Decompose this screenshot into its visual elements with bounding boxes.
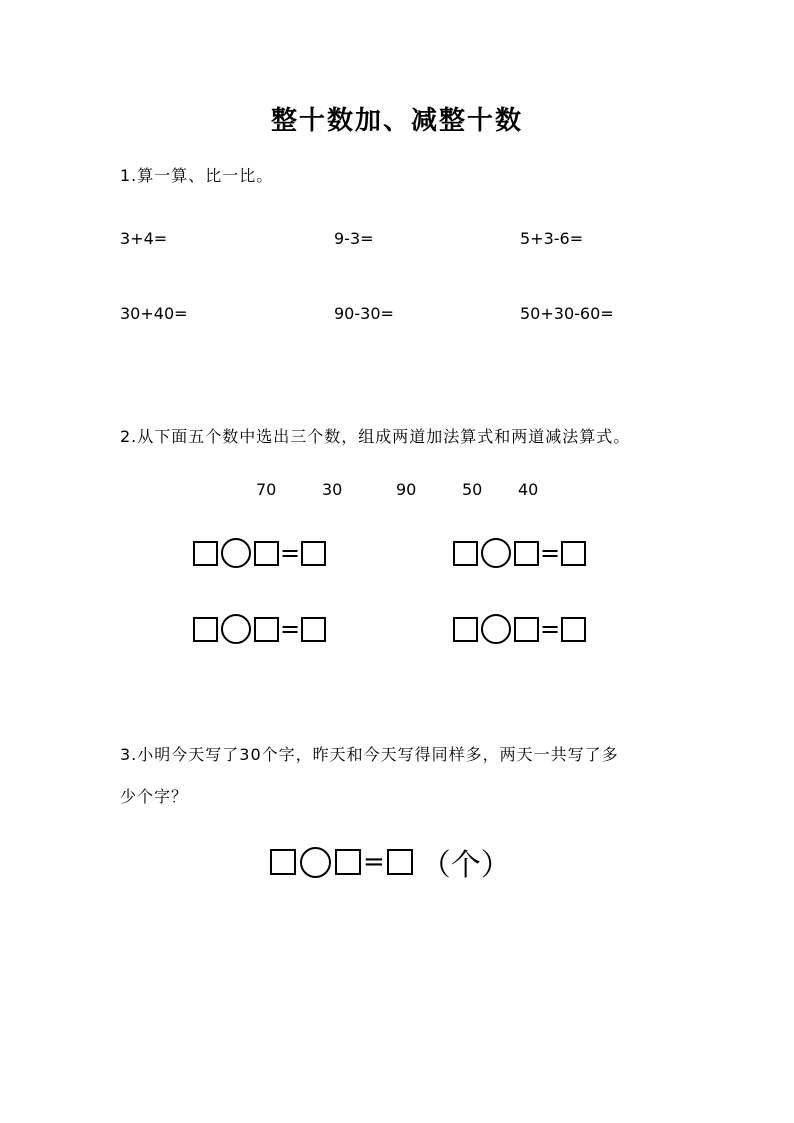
question-3-prompt: 3.小明今天写了30个字，昨天和今天写得同样多，两天一共写了多 xyxy=(120,745,619,764)
q1-expression: 90-30= xyxy=(334,304,394,323)
answer-box[interactable] xyxy=(301,541,326,566)
equals-sign: = xyxy=(540,539,561,567)
answer-box[interactable] xyxy=(335,849,361,875)
q2-number: 50 xyxy=(462,480,483,499)
answer-box[interactable] xyxy=(561,617,586,642)
q1-expression: 3+4= xyxy=(120,229,168,248)
equals-sign: = xyxy=(540,615,561,643)
question-3-prompt-continued: 少个字？ xyxy=(120,787,189,806)
question-2-prompt: 2.从下面五个数中选出三个数，组成两道加法算式和两道减法算式。 xyxy=(120,427,631,446)
answer-box[interactable] xyxy=(514,541,539,566)
q2-number: 30 xyxy=(322,480,343,499)
answer-box[interactable] xyxy=(254,617,279,642)
q1-expression: 30+40= xyxy=(120,304,188,323)
q1-expression: 50+30-60= xyxy=(520,304,614,323)
q2-number: 70 xyxy=(256,480,277,499)
answer-box[interactable] xyxy=(453,617,478,642)
q3-answer-template xyxy=(270,840,511,884)
q1-expression: 9-3= xyxy=(334,229,374,248)
unit-label: （个） xyxy=(420,848,511,883)
operator-circle[interactable] xyxy=(481,614,511,644)
answer-box[interactable] xyxy=(301,617,326,642)
equals-sign: = xyxy=(363,847,385,877)
question-1-prompt: 1.算一算、比一比。 xyxy=(120,166,274,185)
q1-expression: 5+3-6= xyxy=(520,229,584,248)
operator-circle[interactable] xyxy=(481,538,511,568)
q2-answer-template xyxy=(453,614,586,644)
answer-box[interactable] xyxy=(453,541,478,566)
answer-box[interactable] xyxy=(193,617,218,642)
operator-circle[interactable] xyxy=(300,847,331,878)
q2-number: 40 xyxy=(518,480,539,499)
q2-answer-template xyxy=(453,538,586,568)
operator-circle[interactable] xyxy=(221,538,251,568)
answer-box[interactable] xyxy=(514,617,539,642)
answer-box[interactable] xyxy=(561,541,586,566)
answer-box[interactable] xyxy=(254,541,279,566)
q2-answer-template xyxy=(193,614,326,644)
answer-box[interactable] xyxy=(270,849,296,875)
equals-sign: = xyxy=(280,615,301,643)
equals-sign: = xyxy=(280,539,301,567)
page-title: 整十数加、减整十数 xyxy=(270,106,523,136)
answer-box[interactable] xyxy=(387,849,413,875)
q2-number: 90 xyxy=(396,480,417,499)
operator-circle[interactable] xyxy=(221,614,251,644)
q2-answer-template xyxy=(193,538,326,568)
answer-box[interactable] xyxy=(193,541,218,566)
